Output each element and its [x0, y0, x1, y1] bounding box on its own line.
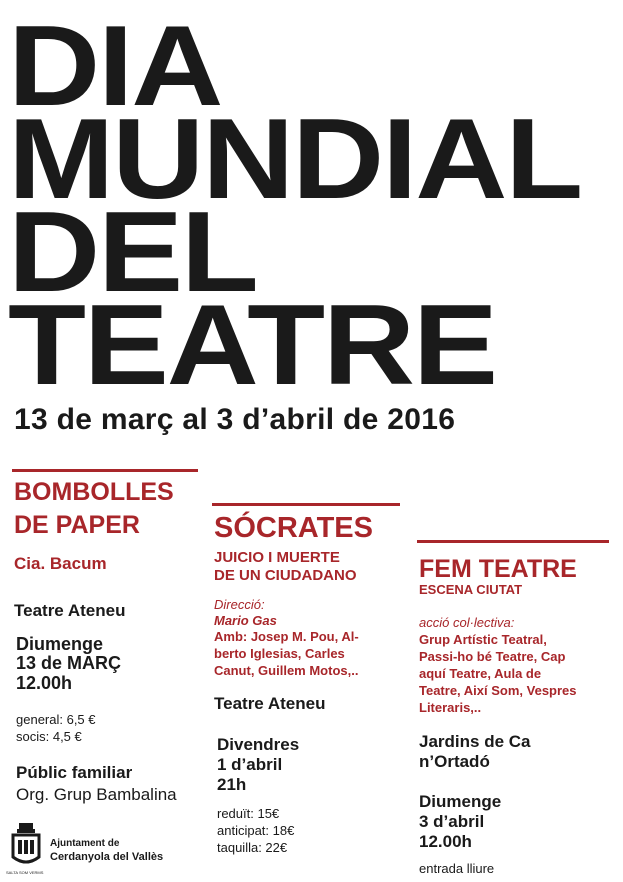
col1-time: 12.00h	[16, 673, 73, 693]
col1-title-line1: BOMBOLLES	[14, 478, 174, 506]
col3-groups-line1: Grup Artístic Teatral,	[419, 632, 547, 647]
col2-time: 21h	[217, 775, 247, 794]
col3-subtitle: ESCENA CIUTAT	[419, 582, 523, 597]
column2-rule	[212, 503, 400, 506]
col2-title: SÓCRATES	[214, 512, 373, 544]
col1-audience: Públic familiar	[16, 763, 133, 782]
col3-groups-line2: Passi-ho bé Teatre, Cap	[419, 649, 566, 664]
title-line-2: MUNDIAL	[8, 96, 581, 223]
seal-caption: SALTA SOM VERMS	[6, 870, 44, 875]
col3-label: acció col·lectiva:	[419, 615, 515, 630]
col1-organizer: Org. Grup Bambalina	[16, 785, 177, 804]
col3-groups-line3: aquí Teatre, Aula de	[419, 666, 542, 681]
col1-venue: Teatre Ateneu	[14, 601, 126, 620]
col2-date: 1 d’abril	[217, 755, 283, 774]
col2-price-advance: anticipat: 18€	[217, 823, 295, 838]
col3-date: 3 d’abril	[419, 812, 485, 831]
col1-day: Diumenge	[16, 634, 104, 654]
col3-groups-line4: Teatre, Així Som, Vespres	[419, 683, 577, 698]
col3-venue-line1: Jardins de Ca	[419, 732, 531, 751]
col1-title-line2: DE PAPER	[14, 511, 140, 539]
col1-price-general: general: 6,5 €	[16, 712, 96, 727]
col2-subtitle-line2: DE UN CIUDADANO	[214, 567, 357, 584]
col2-cast-line1: Amb: Josep M. Pou, Al-	[214, 629, 359, 644]
col3-groups-line5: Literaris,..	[419, 700, 482, 715]
col2-direction-label: Direcció:	[214, 597, 265, 612]
logo-line2: Cerdanyola del Vallès	[50, 851, 164, 863]
col1-company: Cia. Bacum	[14, 554, 107, 573]
column1-rule	[12, 469, 198, 472]
logo-line1: Ajuntament de	[50, 838, 120, 849]
col2-director: Mario Gas	[214, 613, 277, 628]
col3-entry: entrada lliure	[419, 861, 495, 876]
col2-subtitle-line1: JUICIO I MUERTE	[214, 549, 340, 566]
title-line-3: DEL	[8, 189, 257, 316]
col2-venue: Teatre Ateneu	[214, 694, 326, 713]
title-line-4: TEATRE	[8, 282, 496, 409]
col2-cast-line2: berto Iglesias, Carles	[214, 646, 345, 661]
col2-day: Divendres	[217, 735, 300, 754]
col2-price-box-office: taquilla: 22€	[217, 840, 288, 855]
col2-price-reduced: reduït: 15€	[217, 806, 280, 821]
date-range: 13 de març al 3 d’abril de 2016	[14, 403, 456, 436]
col2-cast-line3: Canut, Guillem Motos,..	[214, 663, 359, 678]
column3-rule	[417, 540, 609, 543]
title-line-1: DIA	[8, 3, 222, 130]
col3-venue-line2: n’Ortadó	[419, 752, 490, 771]
col1-price-socis: socis: 4,5 €	[16, 729, 82, 744]
col3-time: 12.00h	[419, 832, 472, 851]
city-seal-icon	[8, 823, 44, 877]
col3-day: Diumenge	[419, 792, 502, 811]
col1-date: 13 de MARÇ	[16, 653, 122, 673]
col3-title: FEM TEATRE	[419, 555, 577, 583]
